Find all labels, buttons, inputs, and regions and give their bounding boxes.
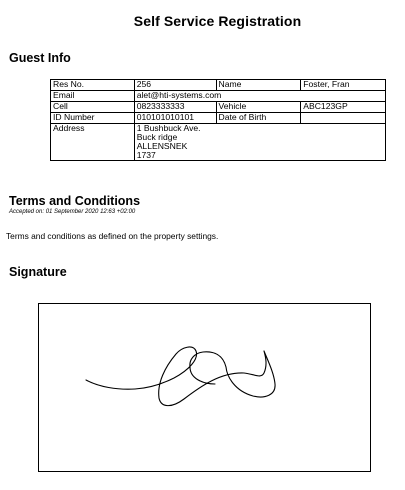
address-line: ALLENSNEK bbox=[136, 141, 188, 151]
id-number-label: ID Number bbox=[51, 113, 135, 124]
email-label: Email bbox=[51, 91, 135, 102]
address-value bbox=[134, 124, 385, 161]
page-title: Self Service Registration bbox=[133, 13, 302, 29]
name-label: Name bbox=[216, 80, 301, 91]
res-no-value: 256 bbox=[134, 80, 216, 91]
address-label: Address bbox=[51, 124, 135, 161]
res-no-label: Res No. bbox=[51, 80, 135, 91]
table-row bbox=[51, 113, 386, 124]
id-number-value: 010101010101 bbox=[134, 113, 216, 124]
signature-heading: Signature bbox=[9, 265, 67, 279]
terms-heading: Terms and Conditions bbox=[9, 194, 141, 208]
date-of-birth-value bbox=[301, 113, 386, 124]
cell-value: 0823333333 bbox=[134, 102, 216, 113]
table-row bbox=[51, 102, 386, 113]
signature-drawing bbox=[39, 304, 372, 473]
signature-box bbox=[38, 303, 371, 472]
accepted-on-text: Accepted on: 01 September 2020 12:63 +02:00 bbox=[9, 209, 136, 215]
address-line: 1737 bbox=[136, 150, 156, 160]
vehicle-label: Vehicle bbox=[216, 102, 301, 113]
guest-info-table bbox=[50, 79, 386, 161]
guest-info-heading: Guest Info bbox=[9, 51, 71, 65]
signature-stroke bbox=[86, 347, 275, 406]
terms-text: Terms and conditions as defined on the property settings. bbox=[6, 231, 219, 241]
table-row bbox=[51, 124, 386, 161]
date-of-birth-label: Date of Birth bbox=[216, 113, 301, 124]
table-row bbox=[51, 80, 386, 91]
email-value: alet@hti-systems.com bbox=[134, 91, 385, 102]
address-line: 1 Bushbuck Ave. bbox=[136, 123, 201, 133]
table-row bbox=[51, 91, 386, 102]
vehicle-value: ABC123GP bbox=[301, 102, 386, 113]
cell-label: Cell bbox=[51, 102, 135, 113]
name-value: Foster, Fran bbox=[301, 80, 386, 91]
address-line: Buck ridge bbox=[136, 132, 178, 142]
